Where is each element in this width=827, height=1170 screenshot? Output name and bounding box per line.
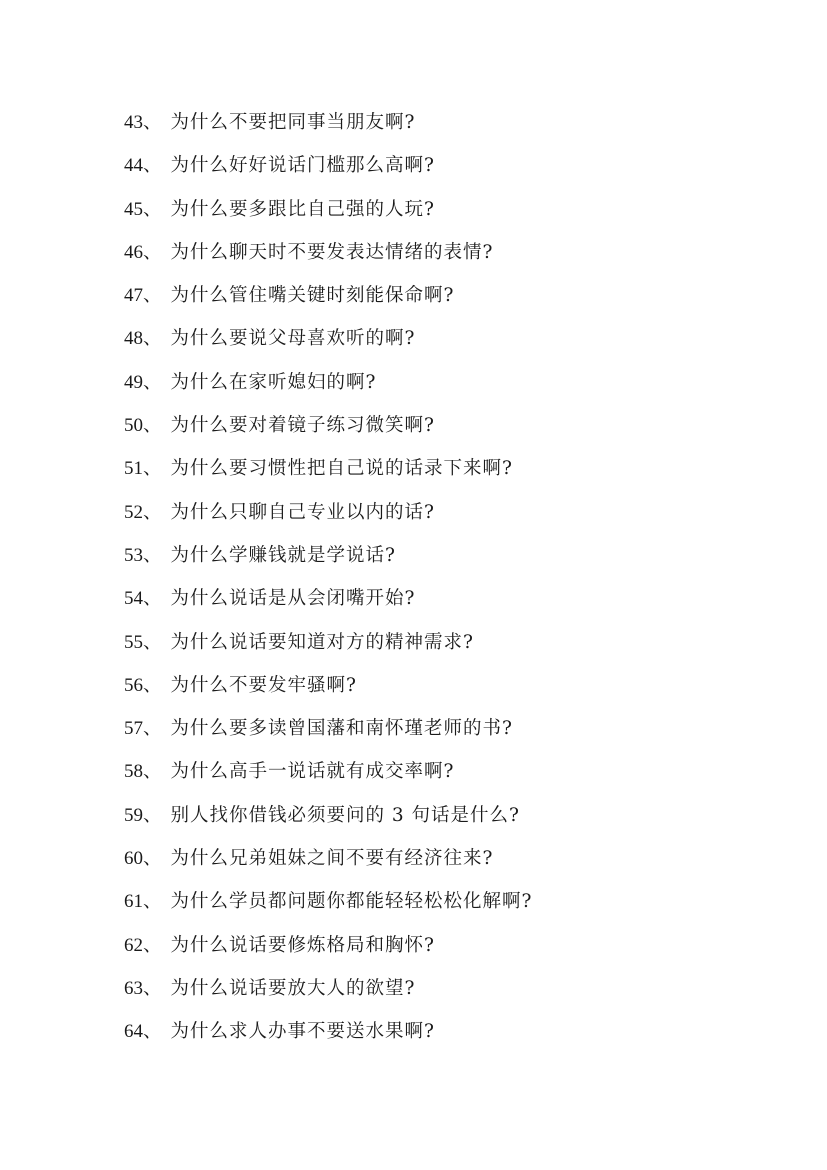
item-text: 为什么学赚钱就是学说话? (170, 544, 396, 566)
item-number: 57 (124, 718, 143, 740)
item-separator: 、 (143, 588, 163, 610)
item-text: 为什么不要把同事当朋友啊? (170, 112, 416, 133)
item-separator: 、 (143, 285, 163, 307)
list-item (124, 408, 784, 451)
item-text: 为什么要多跟比自己强的人玩? (170, 198, 435, 220)
item-text: 为什么在家听媳妇的啊? (170, 371, 377, 393)
item-number: 48 (124, 328, 143, 350)
item-number: 62 (124, 934, 143, 956)
item-number: 46 (124, 241, 143, 263)
item-separator: 、 (143, 155, 163, 177)
item-number: 54 (124, 588, 143, 610)
item-separator: 、 (143, 241, 163, 263)
item-separator: 、 (143, 674, 163, 696)
item-separator: 、 (143, 804, 163, 826)
item-separator: 、 (143, 718, 163, 740)
list-item (124, 581, 784, 624)
item-number: 61 (124, 891, 143, 913)
item-number: 49 (124, 371, 143, 393)
list-item (124, 798, 784, 841)
item-separator: 、 (143, 198, 163, 220)
item-text: 为什么只聊自己专业以内的话? (170, 501, 435, 523)
item-text: 为什么不要发牢骚啊? (170, 674, 357, 696)
item-number: 55 (124, 631, 143, 653)
item-separator: 、 (143, 761, 163, 783)
item-text: 为什么要多读曾国藩和南怀瑾老师的书? (170, 718, 513, 740)
item-separator: 、 (143, 934, 163, 956)
item-number: 59 (124, 804, 143, 826)
item-text: 为什么兄弟姐妹之间不要有经济往来? (170, 848, 494, 870)
item-number: 51 (124, 458, 143, 480)
item-separator: 、 (143, 977, 163, 999)
list-item (124, 148, 784, 191)
list-item (124, 278, 784, 321)
item-number: 53 (124, 544, 143, 566)
item-separator: 、 (143, 458, 163, 480)
list-item (124, 668, 784, 711)
item-number: 60 (124, 848, 143, 870)
list-item (124, 538, 784, 581)
item-number: 45 (124, 198, 143, 220)
item-number: 52 (124, 501, 143, 523)
list-item (124, 625, 784, 668)
list-item (124, 928, 784, 971)
list-item (124, 884, 784, 927)
item-separator: 、 (143, 501, 163, 523)
item-number: 58 (124, 761, 143, 783)
item-text: 为什么求人办事不要送水果啊? (170, 1021, 435, 1043)
question-list (124, 105, 784, 1058)
item-text: 为什么管住嘴关键时刻能保命啊? (170, 285, 455, 307)
item-separator: 、 (143, 891, 163, 913)
item-text: 为什么说话要修炼格局和胸怀? (170, 934, 435, 956)
list-item (124, 971, 784, 1014)
item-text: 为什么聊天时不要发表达情绪的表情? (170, 241, 494, 263)
item-number: 47 (124, 285, 143, 307)
item-text: 别人找你借钱必须要问的 3 句话是什么? (170, 804, 520, 826)
item-text: 为什么要说父母喜欢听的啊? (170, 328, 416, 350)
item-separator: 、 (143, 371, 163, 393)
item-separator: 、 (143, 631, 163, 653)
item-text: 为什么说话要知道对方的精神需求? (170, 631, 474, 653)
item-number: 63 (124, 977, 143, 999)
item-text: 为什么学员都问题你都能轻轻松松化解啊? (170, 891, 533, 913)
list-item (124, 841, 784, 884)
list-item (124, 754, 784, 797)
item-number: 44 (124, 155, 143, 177)
list-item (124, 235, 784, 278)
item-separator: 、 (143, 544, 163, 566)
item-separator: 、 (143, 848, 163, 870)
item-number: 50 (124, 415, 143, 437)
item-number: 56 (124, 674, 143, 696)
item-separator: 、 (143, 112, 163, 133)
item-separator: 、 (143, 1021, 163, 1043)
item-text: 为什么说话是从会闭嘴开始? (170, 588, 416, 610)
item-text: 为什么好好说话门槛那么高啊? (170, 155, 435, 177)
item-separator: 、 (143, 328, 163, 350)
list-item (124, 711, 784, 754)
item-number: 43 (124, 112, 143, 133)
list-item (124, 192, 784, 235)
item-text: 为什么要习惯性把自己说的话录下来啊? (170, 458, 513, 480)
list-item (124, 105, 784, 148)
item-number: 64 (124, 1021, 143, 1043)
item-text: 为什么高手一说话就有成交率啊? (170, 761, 455, 783)
list-item (124, 495, 784, 538)
list-item (124, 1014, 784, 1057)
item-separator: 、 (143, 415, 163, 437)
list-item (124, 365, 784, 408)
item-text: 为什么说话要放大人的欲望? (170, 977, 416, 999)
item-text: 为什么要对着镜子练习微笑啊? (170, 415, 435, 437)
list-item (124, 451, 784, 494)
list-item (124, 321, 784, 364)
